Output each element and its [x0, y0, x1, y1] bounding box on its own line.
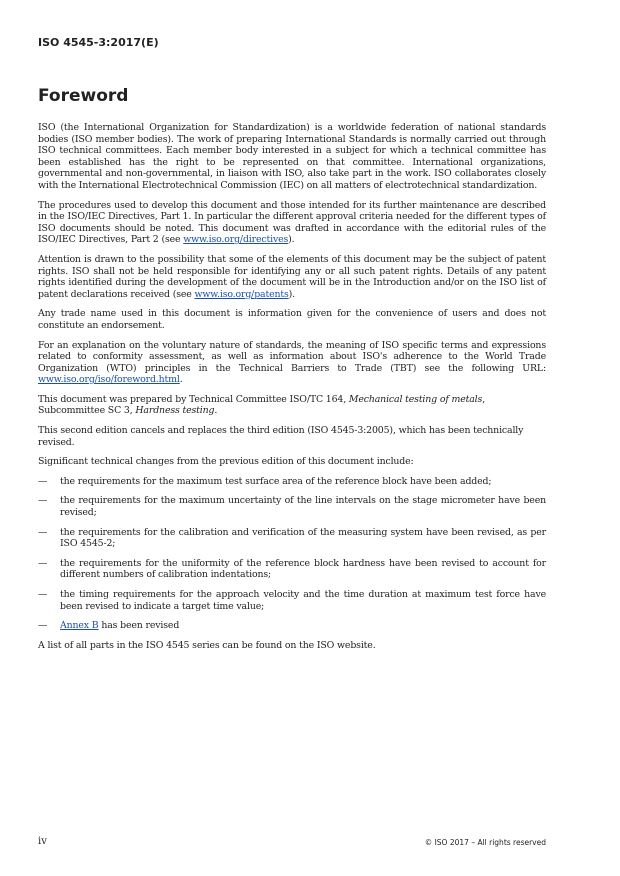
paragraph-committee-text: This document was prepared by Technical Committee ISO/TC 164, [38, 393, 349, 405]
link-foreword[interactable]: www.iso.org/iso/foreword.html [38, 374, 180, 386]
paragraph-patents-text: Attention is drawn to the possibility that some of the elements of this document may be the subject of patent rights. ISO shall not be held responsible for identifying any or all such patent rights. Details of any patent rights identified during the development of the document will be in the Introduction and/or on the ISO list of patent declarations received (see [38, 253, 546, 300]
paragraph-series-parts: A list of all parts in the ISO 4545 series can be found on the ISO website. [38, 639, 376, 651]
paragraph-committee-mid: , Subcommittee SC 3, [38, 393, 486, 417]
list-item [38, 620, 546, 632]
list-dash: — [38, 557, 48, 569]
list-dash: — [38, 495, 48, 507]
link-directives[interactable]: www.iso.org/directives [183, 234, 289, 246]
paragraph-changes-intro: Significant technical changes from the previous edition of this document include: [38, 456, 414, 468]
list-dash: — [38, 475, 48, 487]
copyright-notice: © ISO 2017 – All rights reserved [424, 838, 546, 847]
subcommittee-title: Hardness testing [135, 405, 215, 417]
foreword-body [38, 122, 546, 659]
paragraph-voluntary-nature [38, 340, 546, 386]
list-dash: — [38, 526, 48, 538]
list-item [38, 495, 546, 518]
paragraph-patents [38, 254, 546, 300]
paragraph-committee-end: . [214, 405, 218, 417]
page-title: Foreword [38, 86, 129, 106]
changes-list [38, 476, 546, 632]
list-item [38, 476, 546, 488]
list-dash: — [38, 589, 48, 600]
list-item-text: the requirements for the uniformity of the reference block hardness have been revised to account for different numbers of calibration indentations; [60, 557, 546, 581]
list-item-text: the timing requirements for the approach velocity and the time duration at maximum test force have been revised to indicate a target time value; [60, 589, 546, 612]
paragraph-procedures-end: ). [288, 234, 295, 246]
paragraph-trade-name: Any trade name used in this document is information given for the convenience of users and does not constitute an endorsement. [38, 308, 546, 331]
paragraph-procedures [38, 200, 546, 246]
page-number: iv [38, 836, 47, 847]
committee-title: Mechanical testing of metals [348, 393, 483, 405]
list-dash: — [38, 620, 48, 632]
list-item [38, 589, 546, 612]
paragraph-iso-intro: ISO (the International Organization for Standardization) is a worldwide federation of national standards bodies (ISO member bodies). The work of preparing International Standards is normally carried out through ISO technical committees. Each member body interested in a subject for which a technical committee has been established has the right to be represented on that committee. International organizations, governmental and non-governmental, in liaison with ISO, also take part in the work. ISO collaborates closely with the International Electrotechnical Commission (IEC) on all matters of electrotechnical standardization. [38, 122, 546, 191]
paragraph-patents-end: ). [288, 288, 296, 300]
list-item [38, 527, 546, 550]
list-item-text: the requirements for the maximum uncertainty of the line intervals on the stage micrometer have been revised; [60, 495, 546, 519]
list-item [38, 558, 546, 581]
paragraph-committee [38, 394, 546, 417]
list-item-text [60, 620, 546, 632]
list-item-text: the requirements for the calibration and verification of the measuring system have been revised, as per ISO 4545-2; [60, 526, 546, 550]
paragraph-edition: This second edition cancels and replaces the third edition (ISO 4545-3:2005), which has been technically revised. [38, 425, 524, 448]
paragraph-procedures-text: The procedures used to develop this document and those intended for its further maintenance are described in the ISO/IEC Directives, Part 1. In particular the different approval criteria needed for the different types of ISO documents should be noted. This document was drafted in accordance with the editorial rules of the ISO/IEC Directives, Part 2 (see [38, 199, 546, 246]
paragraph-voluntary-end: . [179, 374, 183, 386]
document-id-header: ISO 4545-3:2017(E) [38, 36, 159, 49]
list-item-text: the requirements for the maximum test surface area of the reference block have been added; [60, 475, 492, 487]
link-patents[interactable]: www.iso.org/patents [194, 288, 289, 300]
paragraph-voluntary-text: For an explanation on the voluntary nature of standards, the meaning of ISO specific terms and expressions related to conformity assessment, as well as information about ISO's adherence to the World Trade Organization (WTO) principles in the Technical Barriers to Trade (TBT) see the following URL: [38, 339, 546, 374]
link-annex-b[interactable]: Annex B [60, 620, 99, 632]
list-item-text-end: has been revised [98, 620, 180, 632]
